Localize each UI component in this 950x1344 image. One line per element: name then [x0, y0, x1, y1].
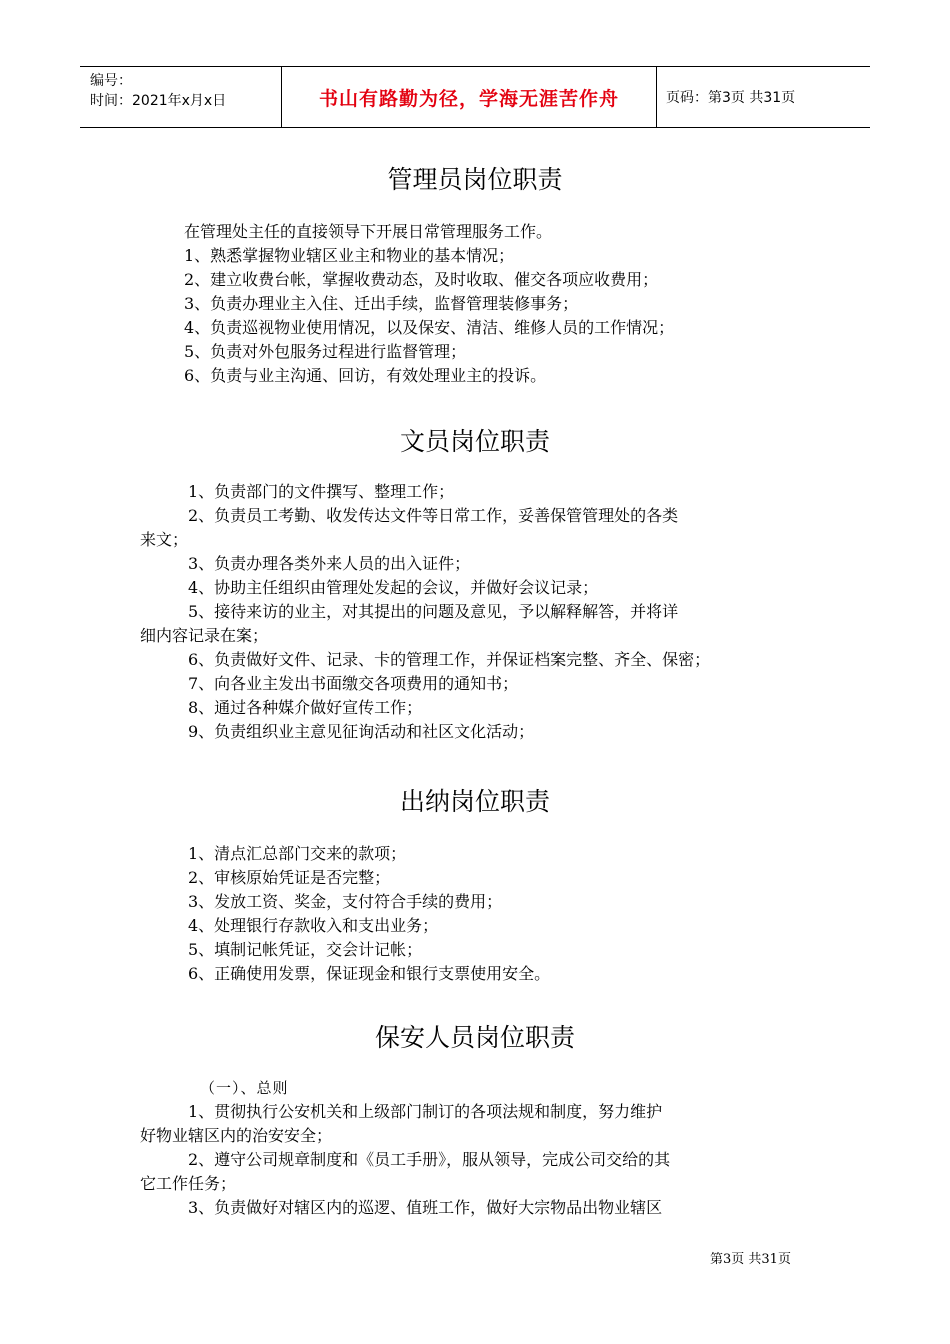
cashier-line: 6、正确使用发票，保证现金和银行支票使用安全。: [188, 964, 551, 983]
security-line: 它工作任务；: [140, 1174, 237, 1193]
clerk-line: 来文；: [140, 530, 189, 549]
cashier-line: 3、发放工资、奖金，支付符合手续的费用；: [188, 892, 503, 911]
clerk-line: 8、通过各种媒介做好宣传工作；: [188, 698, 423, 717]
clerk-section: [140, 480, 820, 744]
manager-line: 2、建立收费台帐，掌握收费动态，及时收取、催交各项应收费用；: [184, 270, 659, 289]
clerk-line: 1、负责部门的文件撰写、整理工作；: [188, 482, 455, 501]
manager-title: 管理员岗位职责: [387, 165, 563, 194]
header-page-label: 页码：第3页 共31页: [666, 90, 796, 106]
clerk-line: 3、负责办理各类外来人员的出入证件；: [188, 554, 471, 573]
security-section: [140, 1076, 820, 1220]
manager-line: 3、负责办理业主入住、迁出手续，监督管理装修事务；: [184, 294, 579, 313]
clerk-line: 6、负责做好文件、记录、卡的管理工作，并保证档案完整、齐全、保密；: [188, 650, 711, 669]
time-label: 时间：2021年x月x日: [90, 93, 227, 109]
manager-line: 6、负责与业主沟通、回访，有效处理业主的投诉。: [184, 366, 547, 385]
page-footer: 第3页 共31页: [710, 1252, 791, 1267]
manager-line: 4、负责巡视物业使用情况，以及保安、清洁、维修人员的工作情况；: [184, 318, 675, 337]
cashier-line: 5、填制记帐凭证，交会计记帐；: [188, 940, 423, 959]
security-subtitle: （一）、总则: [200, 1079, 289, 1097]
cashier-section: [140, 842, 820, 986]
security-line: 好物业辖区内的治安安全；: [140, 1126, 333, 1145]
clerk-line: 2、负责员工考勤、收发传达文件等日常工作，妥善保管管理处的各类: [188, 506, 679, 525]
security-title: 保安人员岗位职责: [374, 1023, 575, 1052]
cashier-line: 2、审核原始凭证是否完整；: [188, 868, 391, 887]
manager-line: 5、负责对外包服务过程进行监督管理；: [184, 342, 467, 361]
security-line: 3、负责做好对辖区内的巡逻、值班工作，做好大宗物品出物业辖区: [188, 1198, 663, 1217]
page-header: [80, 66, 870, 128]
cashier-line: 1、清点汇总部门交来的款项；: [188, 844, 407, 863]
header-meta: [90, 71, 226, 111]
cashier-line: 4、处理银行存款收入和支出业务；: [188, 916, 439, 935]
cashier-title: 出纳岗位职责: [399, 787, 550, 816]
clerk-title: 文员岗位职责: [399, 427, 550, 456]
security-line: 1、贯彻执行公安机关和上级部门制订的各项法规和制度，努力维护: [188, 1102, 663, 1121]
clerk-line: 9、负责组织业主意见征询活动和社区文化活动；: [188, 722, 535, 741]
number-label: 编号：: [90, 73, 132, 89]
manager-line: 在管理处主任的直接领导下开展日常管理服务工作。: [184, 222, 553, 241]
header-motto: 书山有路勤为径，学海无涯苦作舟: [281, 67, 657, 127]
clerk-line: 细内容记录在案；: [140, 626, 269, 645]
manager-line: 1、熟悉掌握物业辖区业主和物业的基本情况；: [184, 246, 515, 265]
clerk-line: 7、向各业主发出书面缴交各项费用的通知书；: [188, 674, 519, 693]
manager-section: [140, 220, 820, 388]
clerk-line: 4、协助主任组织由管理处发起的会议，并做好会议记录；: [188, 578, 599, 597]
clerk-line: 5、接待来访的业主，对其提出的问题及意见，予以解释解答，并将详: [188, 602, 679, 621]
security-line: 2、遵守公司规章制度和《员工手册》，服从领导，完成公司交给的其: [188, 1150, 671, 1169]
